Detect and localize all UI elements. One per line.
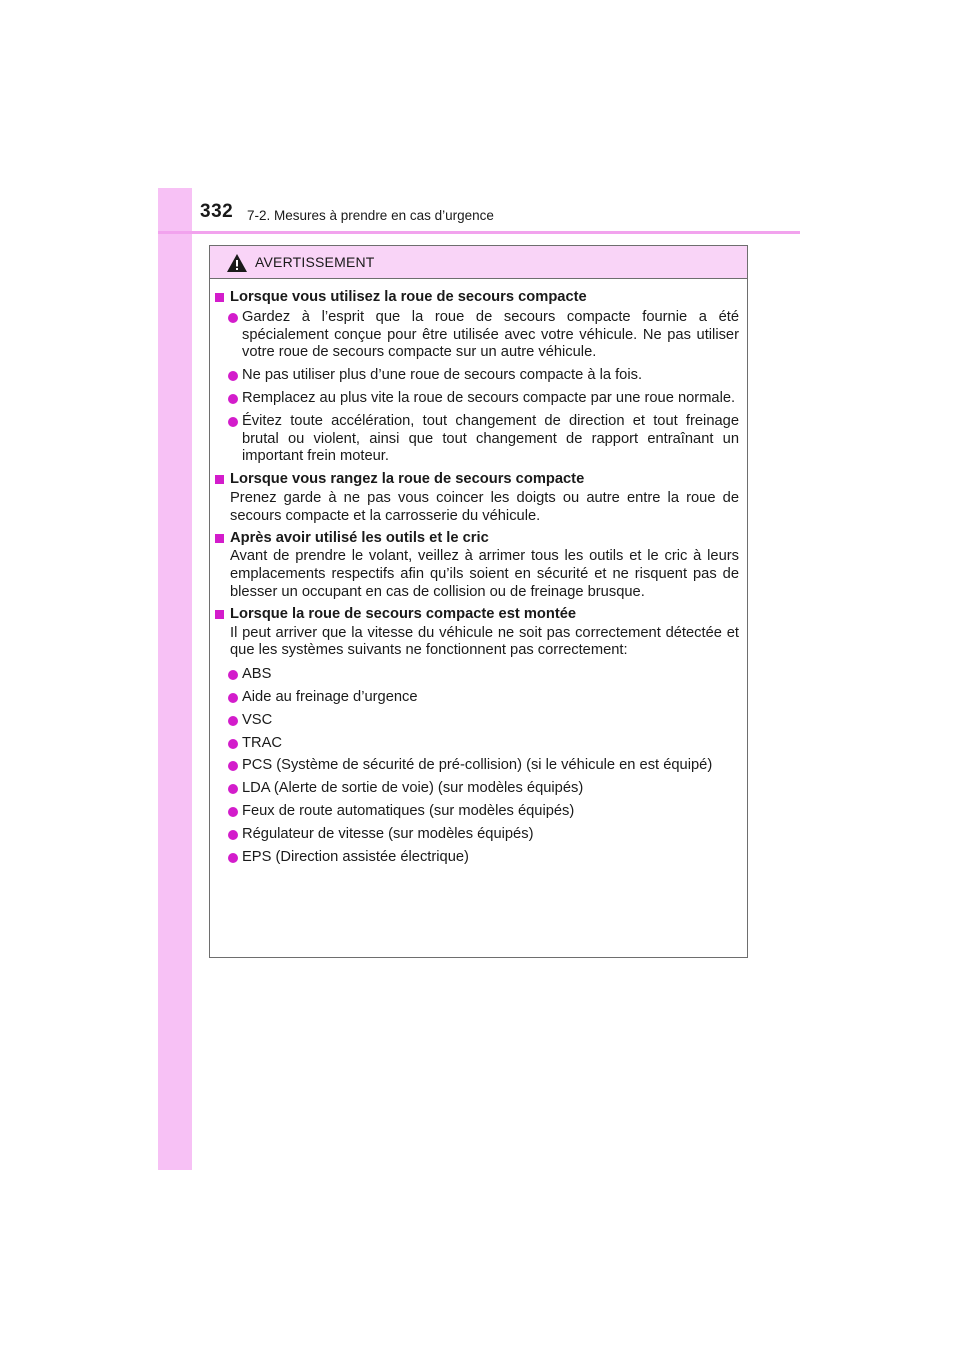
round-bullet-icon: [228, 853, 238, 863]
round-bullet-icon: [228, 313, 238, 323]
list-item: [214, 735, 739, 753]
warning-header: [210, 246, 747, 279]
list-item: [214, 712, 739, 730]
section-heading: [214, 289, 739, 307]
round-bullet-icon: [228, 693, 238, 703]
list-item-text: Remplacez au plus vite la roue de secours compacte par une roue normale.: [242, 389, 736, 406]
list-item: [214, 826, 739, 844]
list-item-text: PCS (Système de sécurité de pré-collision) (si le véhicule en est équipé): [242, 757, 713, 774]
list-item: [214, 666, 739, 684]
section-heading-text: Lorsque vous utilisez la roue de secours compacte: [230, 289, 587, 305]
round-bullet-icon: [228, 784, 238, 794]
section-heading-text: Lorsque la roue de secours compacte est montée: [230, 605, 577, 622]
chapter-side-tab: [158, 188, 192, 1170]
round-bullet-icon: [228, 670, 238, 680]
list-item-text: Régulateur de vitesse (sur modèles équipés): [242, 825, 534, 842]
section-heading: [214, 606, 739, 624]
warning-label: AVERTISSEMENT: [255, 254, 375, 270]
square-bullet-icon: [215, 534, 224, 543]
page-number: 332: [200, 201, 234, 222]
paragraph: Prenez garde à ne pas vous coincer les doigts ou autre entre la roue de secours compacte et la carrosserie du véhicule.: [230, 489, 739, 524]
section-heading-text: Après avoir utilisé les outils et le cric: [230, 529, 489, 546]
round-bullet-icon: [228, 761, 238, 771]
warning-body: [210, 279, 747, 866]
section-heading-text: Lorsque vous rangez la roue de secours compacte: [230, 471, 585, 488]
list-item: [214, 309, 739, 362]
list-item: [214, 780, 739, 798]
round-bullet-icon: [228, 739, 238, 749]
paragraph: Avant de prendre le volant, veillez à arrimer tous les outils et le cric à leurs emplacements respectifs afin qu’ils soient en sécurité et ne risquent pas de blesser un occupant en cas de collision ou de freinage brusque.: [230, 548, 739, 600]
round-bullet-icon: [228, 394, 238, 404]
paragraph: Il peut arriver que la vitesse du véhicule ne soit pas correctement détectée et que les systèmes suivants ne fonctionnent pas correctement:: [230, 624, 739, 659]
header-rule: [158, 231, 800, 234]
list-item-text: EPS (Direction assistée électrique): [242, 848, 469, 865]
square-bullet-icon: [215, 475, 224, 484]
round-bullet-icon: [228, 716, 238, 726]
warning-box: [209, 245, 748, 958]
round-bullet-icon: [228, 830, 238, 840]
list-item-text: TRAC: [242, 734, 282, 751]
round-bullet-icon: [228, 417, 238, 427]
list-item-text: VSC: [242, 711, 273, 728]
square-bullet-icon: [215, 610, 224, 619]
list-item: [214, 849, 739, 867]
list-item-text: LDA (Alerte de sortie de voie) (sur modèles équipés): [242, 780, 584, 797]
list-item-text: Aide au freinage d’urgence: [242, 688, 418, 705]
warning-icon: [226, 253, 248, 273]
list-item-text: Ne pas utiliser plus d’une roue de secours compacte à la fois.: [242, 367, 643, 384]
section-heading: [214, 471, 739, 489]
list-item-text: Gardez à l’esprit que la roue de secours compacte fournie a été spécialement conçue pour être utilisée avec votre véhicule. Ne pas utiliser votre roue de secours compacte sur un autre véhicule.: [242, 308, 739, 361]
round-bullet-icon: [228, 371, 238, 381]
list-item-text: Feux de route automatiques (sur modèles équipés): [242, 802, 575, 819]
list-item: [214, 413, 739, 466]
round-bullet-icon: [228, 807, 238, 817]
list-item: [214, 689, 739, 707]
section-title: 7-2. Mesures à prendre en cas d’urgence: [247, 208, 494, 223]
section-heading: [214, 530, 739, 548]
list-item-text: ABS: [242, 666, 272, 683]
list-item: [214, 367, 739, 385]
square-bullet-icon: [215, 293, 224, 302]
list-item: [214, 803, 739, 821]
list-item: [214, 390, 739, 408]
list-item-text: Évitez toute accélération, tout changement de direction et tout freinage brutal ou violent, ainsi que tout changement de rapport entraînant un important frein moteur.: [242, 412, 739, 465]
list-item: [214, 757, 739, 775]
